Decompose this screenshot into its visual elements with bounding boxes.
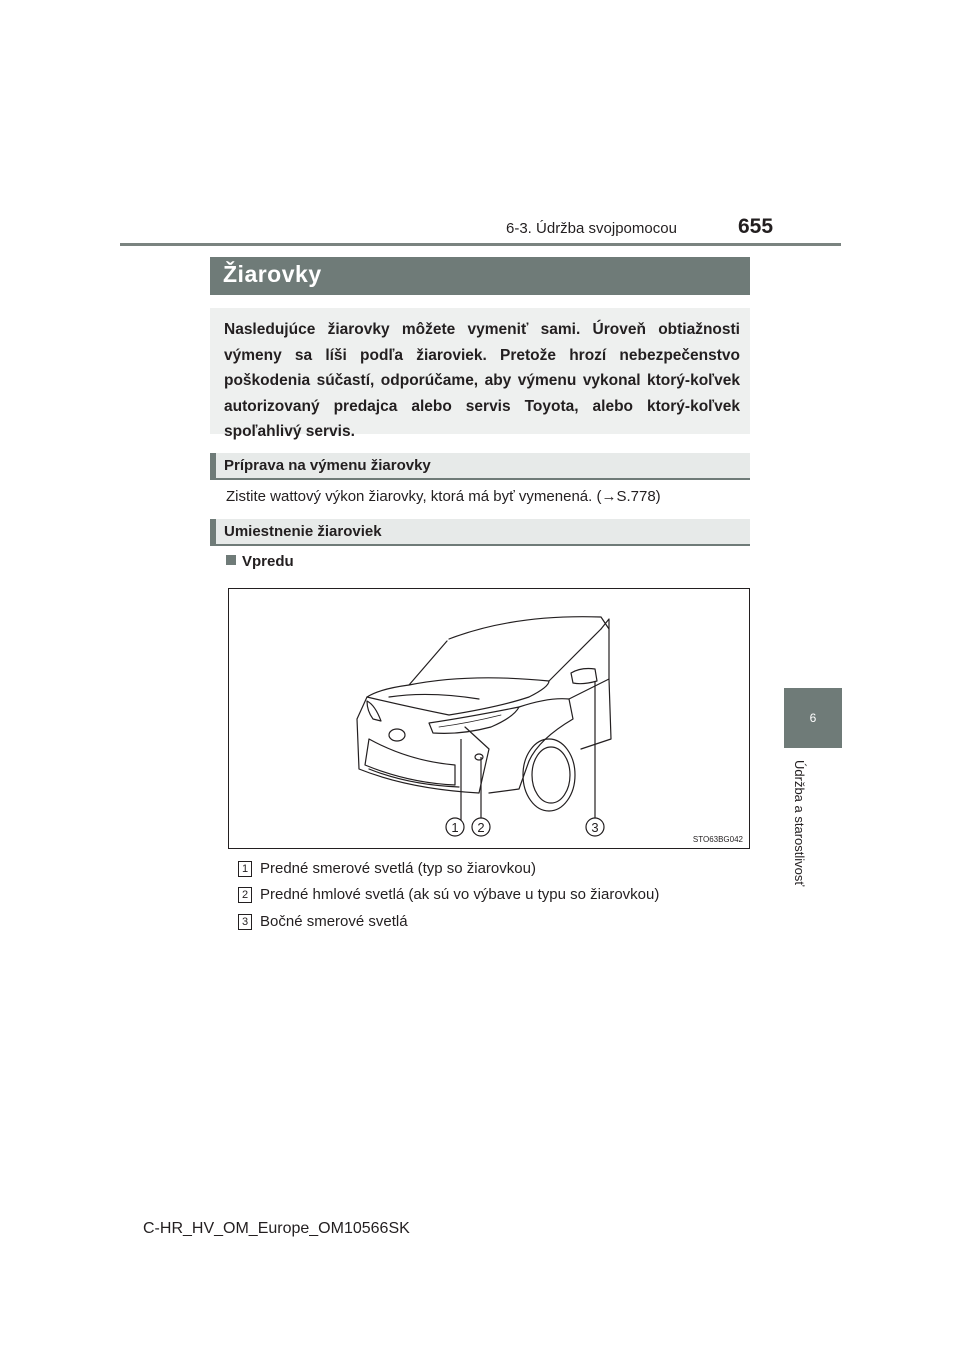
car-front-figure [228, 588, 750, 849]
intro-box: Nasledujúce žiarovky môžete vymeniť sami. Úroveň obtiažnosti výmeny sa líši podľa žiaroviek. Pretože hrozí nebezpečenstvo poškodenia súčastí, odporúčame, aby výmenu vykonal ktorý-koľvek autorizovaný predajca alebo servis Toyota, alebo ktorý-koľvek spoľahlivý servis. [210, 308, 750, 434]
fender [489, 699, 573, 793]
bullet-heading-label: Vpredu [242, 553, 294, 570]
page-number: 655 [738, 215, 774, 238]
legend-text: Predné hmlové svetlá (ak sú vo výbave u typu so žiarovkou) [260, 886, 660, 903]
preparation-text: Zistite wattový výkon žiarovky, ktorá má byť vymenená. (→S.778) [226, 488, 661, 505]
legend-text: Bočné smerové svetlá [260, 913, 408, 930]
left-headlight [367, 701, 381, 721]
legend-text: Predné smerové svetlá (typ so žiarovkou) [260, 860, 536, 877]
callout-3: 3 [591, 820, 599, 835]
legend-number: 2 [238, 887, 252, 903]
hood [367, 681, 549, 715]
header-rule [120, 243, 841, 246]
legend-item [238, 886, 659, 903]
footer-code: C-HR_HV_OM_Europe_OM10566SK [143, 1220, 410, 1237]
legend-number: 3 [238, 914, 252, 930]
front-wheel [523, 739, 575, 811]
section-heading-location: Umiestnenie žiaroviek [210, 519, 750, 546]
legend-item [238, 913, 408, 930]
header-section: 6-3. Údržba svojpomocou [506, 220, 677, 237]
car-illustration [229, 589, 749, 848]
roof-outline [449, 617, 609, 639]
hood-crease [389, 694, 479, 699]
logo [389, 729, 405, 741]
callout-2: 2 [477, 820, 485, 835]
bullet-heading-front [226, 553, 294, 570]
figure-code: STO63BG042 [692, 835, 743, 844]
side-body [569, 679, 611, 749]
chapter-title: Údržba a starostlivosť [792, 760, 807, 887]
chapter-tab [784, 688, 842, 748]
bullet-square-icon [226, 555, 236, 565]
page-title: Žiarovky [210, 257, 750, 295]
side-mirror [571, 669, 597, 684]
callout-1: 1 [451, 820, 459, 835]
fog-light [475, 754, 483, 760]
legend-item [238, 860, 536, 877]
legend-number: 1 [238, 861, 252, 877]
section-heading-preparation: Príprava na výmenu žiarovky [210, 453, 750, 480]
grille [365, 739, 455, 785]
chapter-number: 6 [809, 711, 817, 725]
